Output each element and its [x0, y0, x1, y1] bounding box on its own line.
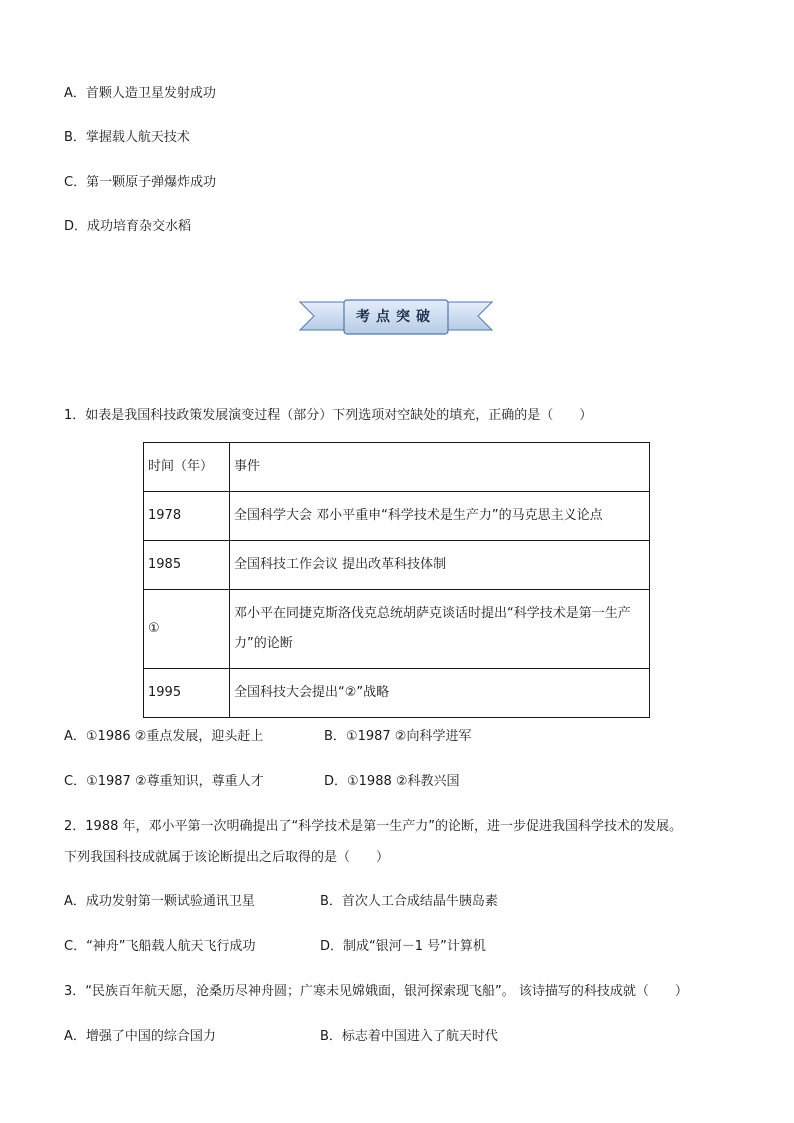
prev-option-d: D．成功培育杂交水稻	[64, 219, 192, 234]
cell-event: 全国科技工作会议 提出改革科技体制	[230, 541, 650, 590]
cell-event: 全国科技大会提出“②”战略	[230, 669, 650, 718]
cell-year: ①	[144, 590, 230, 669]
q2-option-a: A．成功发射第一颗试验通讯卫星	[64, 894, 255, 909]
q2-option-d: D．制成“银河－1 号”计算机	[320, 939, 486, 954]
prev-option-c: C．第一颗原子弹爆炸成功	[64, 175, 217, 190]
cell-year: 1978	[144, 492, 230, 541]
q1-stem: 1．如表是我国科技政策发展演变过程（部分）下列选项对空缺处的填充，正确的是（ ）	[64, 408, 593, 423]
q2-stem-line1: 2．1988 年，邓小平第一次明确提出了“科学技术是第一生产力”的论断，进一步促进我国科学技术的发展。	[64, 819, 682, 834]
banner-title: 考点突破	[356, 309, 436, 325]
table-row	[144, 492, 650, 541]
table-row	[144, 669, 650, 718]
q1-option-b: B．①1987 ②向科学进军	[324, 729, 472, 744]
prev-option-b: B．掌握载人航天技术	[64, 130, 190, 145]
cell-year: 1995	[144, 669, 230, 718]
header-event: 事件	[230, 443, 650, 492]
q3-option-b: B．标志着中国进入了航天时代	[320, 1029, 498, 1044]
q1-option-a: A．①1986 ②重点发展，迎头赶上	[64, 729, 264, 744]
policy-table	[143, 442, 650, 718]
table-header-row	[144, 443, 650, 492]
q3-stem: 3．“民族百年航天愿，沧桑历尽神舟圆；广寒未见嫦娥面，银河探索现飞船”。 该诗描写的科技成就（ ）	[64, 984, 688, 999]
cell-event: 邓小平在同捷克斯洛伐克总统胡萨克谈话时提出“科学技术是第一生产力”的论断	[230, 590, 650, 669]
q2-option-c: C．“神舟”飞船载人航天飞行成功	[64, 939, 256, 954]
table-row	[144, 541, 650, 590]
section-banner	[298, 296, 494, 338]
q1-option-c: C．①1987 ②尊重知识，尊重人才	[64, 774, 264, 789]
q2-option-b: B．首次人工合成结晶牛胰岛素	[320, 894, 498, 909]
prev-option-a: A．首颗人造卫星发射成功	[64, 86, 216, 101]
q1-option-d: D．①1988 ②科教兴国	[324, 774, 460, 789]
q2-stem-line2: 下列我国科技成就属于该论断提出之后取得的是（ ）	[64, 850, 390, 865]
cell-event: 全国科学大会 邓小平重申“科学技术是生产力”的马克思主义论点	[230, 492, 650, 541]
cell-year: 1985	[144, 541, 230, 590]
header-year: 时间（年）	[144, 443, 230, 492]
q3-option-a: A．增强了中国的综合国力	[64, 1029, 216, 1044]
table-row	[144, 590, 650, 669]
